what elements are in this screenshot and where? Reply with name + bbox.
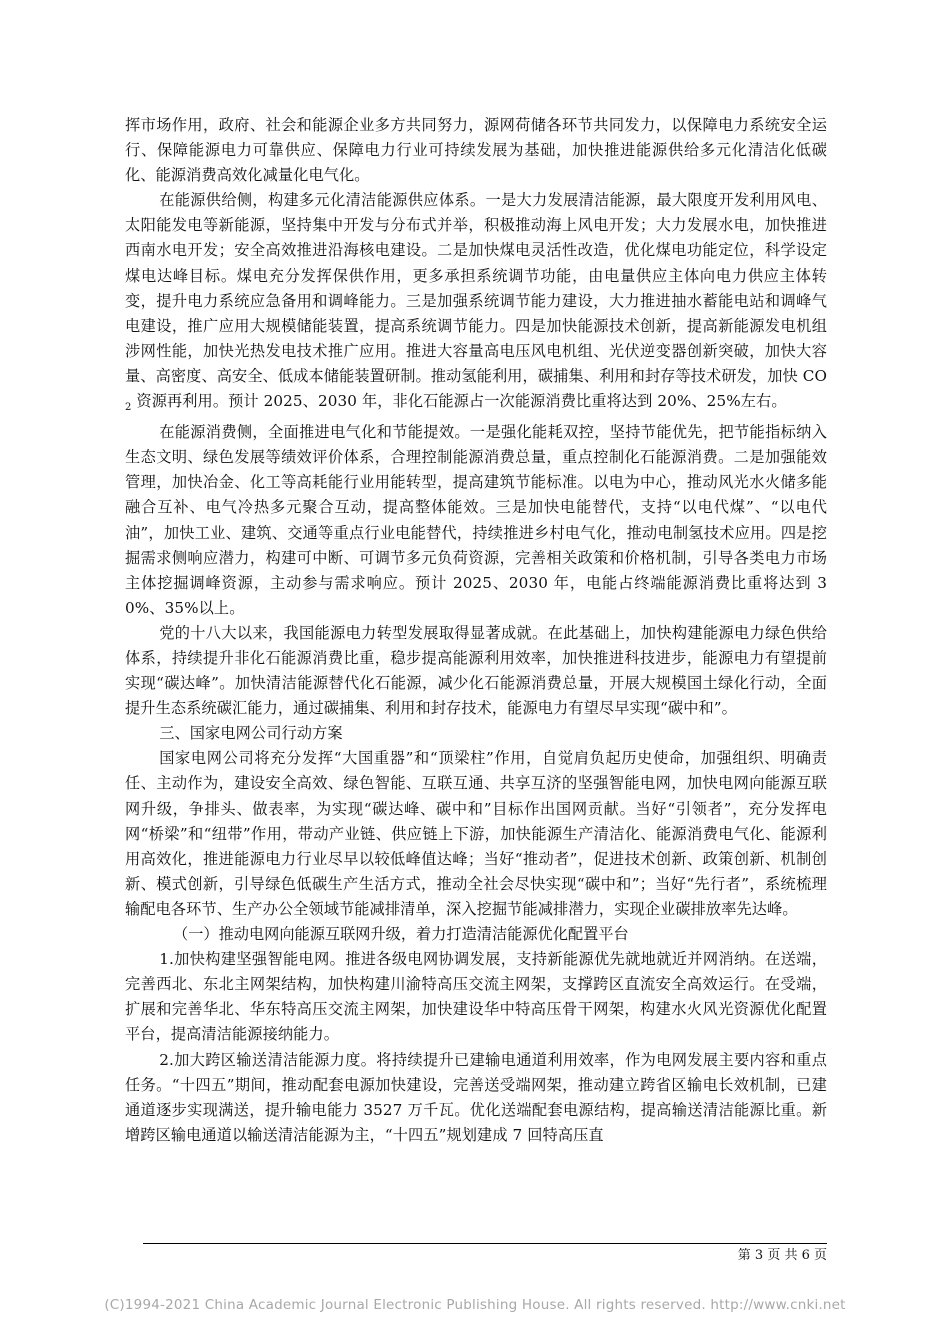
paragraph-energy-supply	[125, 188, 827, 420]
section-heading-action-plan: 三、国家电网公司行动方案	[159, 724, 343, 743]
paragraph-carbon-peak-summary: 党的十八大以来，我国能源电力转型发展取得显著成就。在此基础上，加快构建能源电力绿色供给体系，持续提升非化石能源消费比重，稳步提高能源利用效率，加快推进科技进步，能源电力有望提前实现“碳达峰”。加快清洁能源替代化石能源，减少化石能源消费总量，开展大规模国土绿化行动，全面提升生态系统碳汇能力，通过碳捕集、利用和封存技术，能源电力有望尽早实现“碳中和”。	[125, 623, 827, 718]
document-body	[125, 113, 827, 1148]
paragraph-energy-supply-text: 在能源供给侧，构建多元化清洁能源供应体系。一是大力发展清洁能源，最大限度开发利用风电、太阳能发电等新能源，坚持集中开发与分布式并举，积极推动海上风电开发；大力发展水电，加快推进西南水电开发；安全高效推进沿海核电建设。二是加快煤电灵活性改造，优化煤电功能定位，科学设定煤电达峰目标。煤电充分发挥保供作用，更多承担系统调节功能，由电量供应主体向电力供应主体转变，提升电力系统应急备用和调峰能力。三是加强系统调节能力建设，大力推进抽水蓄能电站和调峰气电建设，推广应用大规模储能装置，提高系统调节能力。四是加快能源技术创新，提高新能源发电机组涉网性能，加快光热发电技术推广应用。推进大容量高电压风电机组、光伏逆变器创新突破，加快大容量、高密度、高安全、低成本储能装置研制。推动氢能利用，碳捕集、利用和封存等技术研发，加快	[125, 191, 827, 385]
paragraph-smart-grid: 1.加快构建坚强智能电网。推进各级电网协调发展，支持新能源优先就地就近并网消纳。在送端，完善西北、东北主网架结构，加快构建川渝特高压交流主网架，支撑跨区直流安全高效运行。在受端，扩展和完善华北、华东特高压交流主网架，加快建设华中特高压骨干网架，构建水火风光资源优化配置平台，提高清洁能源接纳能力。	[125, 950, 827, 1044]
copyright-watermark: (C)1994-2021 China Academic Journal Electronic Publishing House. All rights reserved. http://www.cnki.net	[104, 1297, 846, 1313]
paragraph-energy-supply-tail: 资源再利用。预计 2025、2030 年，非化石能源占一次能源消费比重将达到 20%、25%左右。	[136, 392, 787, 411]
co2-formula: $CO_2$	[125, 366, 827, 414]
paragraph-state-grid-plan: 国家电网公司将充分发挥“大国重器”和“顶梁柱”作用，自觉肩负起历史使命，加强组织、明确责任、主动作为，建设安全高效、绿色智能、互联互通、共享互济的坚强智能电网，加快电网向能源互联网升级，争排头、做表率，为实现“碳达峰、碳中和”目标作出国网贡献。当好“引领者”，充分发挥电网“桥梁”和“纽带”作用，带动产业链、供应链上下游，加快能源生产清洁化、能源消费电气化、能源利用高效化，推进能源电力行业尽早以较低峰值达峰；当好“推动者”，促进技术创新、政策创新、机制创新、模式创新，引导绿色低碳生产生活方式，推动全社会尽快实现“碳中和”；当好“先行者”，系统梳理输配电各环节、生产办公全领域节能减排清单，深入挖掘节能减排潜力，实现企业碳排放率先达峰。	[125, 749, 827, 918]
paragraph-cross-region-transmission: 2.加大跨区输送清洁能源力度。将持续提升已建输电通道利用效率，作为电网发展主要内容和重点任务。“十四五”期间，推动配套电源加快建设，完善送受端网架，推动建立跨省区输电长效机制，已建通道逐步实现满送，提升输电能力 3527 万千瓦。优化送端配套电源结构，提高输送清洁能源比重。新增跨区输电通道以输送清洁能源为主，“十四五”规划建成 7 回特高压直	[125, 1050, 827, 1144]
page-number: 第 3 页 共 6 页	[737, 1248, 827, 1263]
subsection-heading-energy-internet: （一）推动电网向能源互联网升级，着力打造清洁能源优化配置平台	[173, 925, 629, 944]
paragraph-energy-consumption: 在能源消费侧，全面推进电气化和节能提效。一是强化能耗双控，坚持节能优先，把节能指标纳入生态文明、绿色发展等绩效评价体系，合理控制能源消费总量，重点控制化石能源消费。二是加强能效管理，加快冶金、化工等高耗能行业用能转型，提高建筑节能标准。以电为中心，推动风光水火储多能融合互补、电气冷热多元聚合互动，提高整体能效。三是加快电能替代，支持“以电代煤”、“以电代油”，加快工业、建筑、交通等重点行业电能替代，持续推进乡村电气化，推动电制氢技术应用。四是挖掘需求侧响应潜力，构建可中断、可调节多元负荷资源，完善相关政策和价格机制，引导各类电力市场主体挖掘调峰资源，主动参与需求响应。预计 2025、2030 年，电能占终端能源消费比重将达到 30%、35%以上。	[125, 423, 827, 617]
footer-divider	[143, 1243, 827, 1244]
paragraph-continuation: 挥市场作用，政府、社会和能源企业多方共同努力，源网荷储各环节共同发力，以保障电力系统安全运行、保障能源电力可靠供应、保障电力行业可持续发展为基础，加快推进能源供给多元化清洁化低碳化、能源消费高效化减量化电气化。	[125, 116, 827, 185]
